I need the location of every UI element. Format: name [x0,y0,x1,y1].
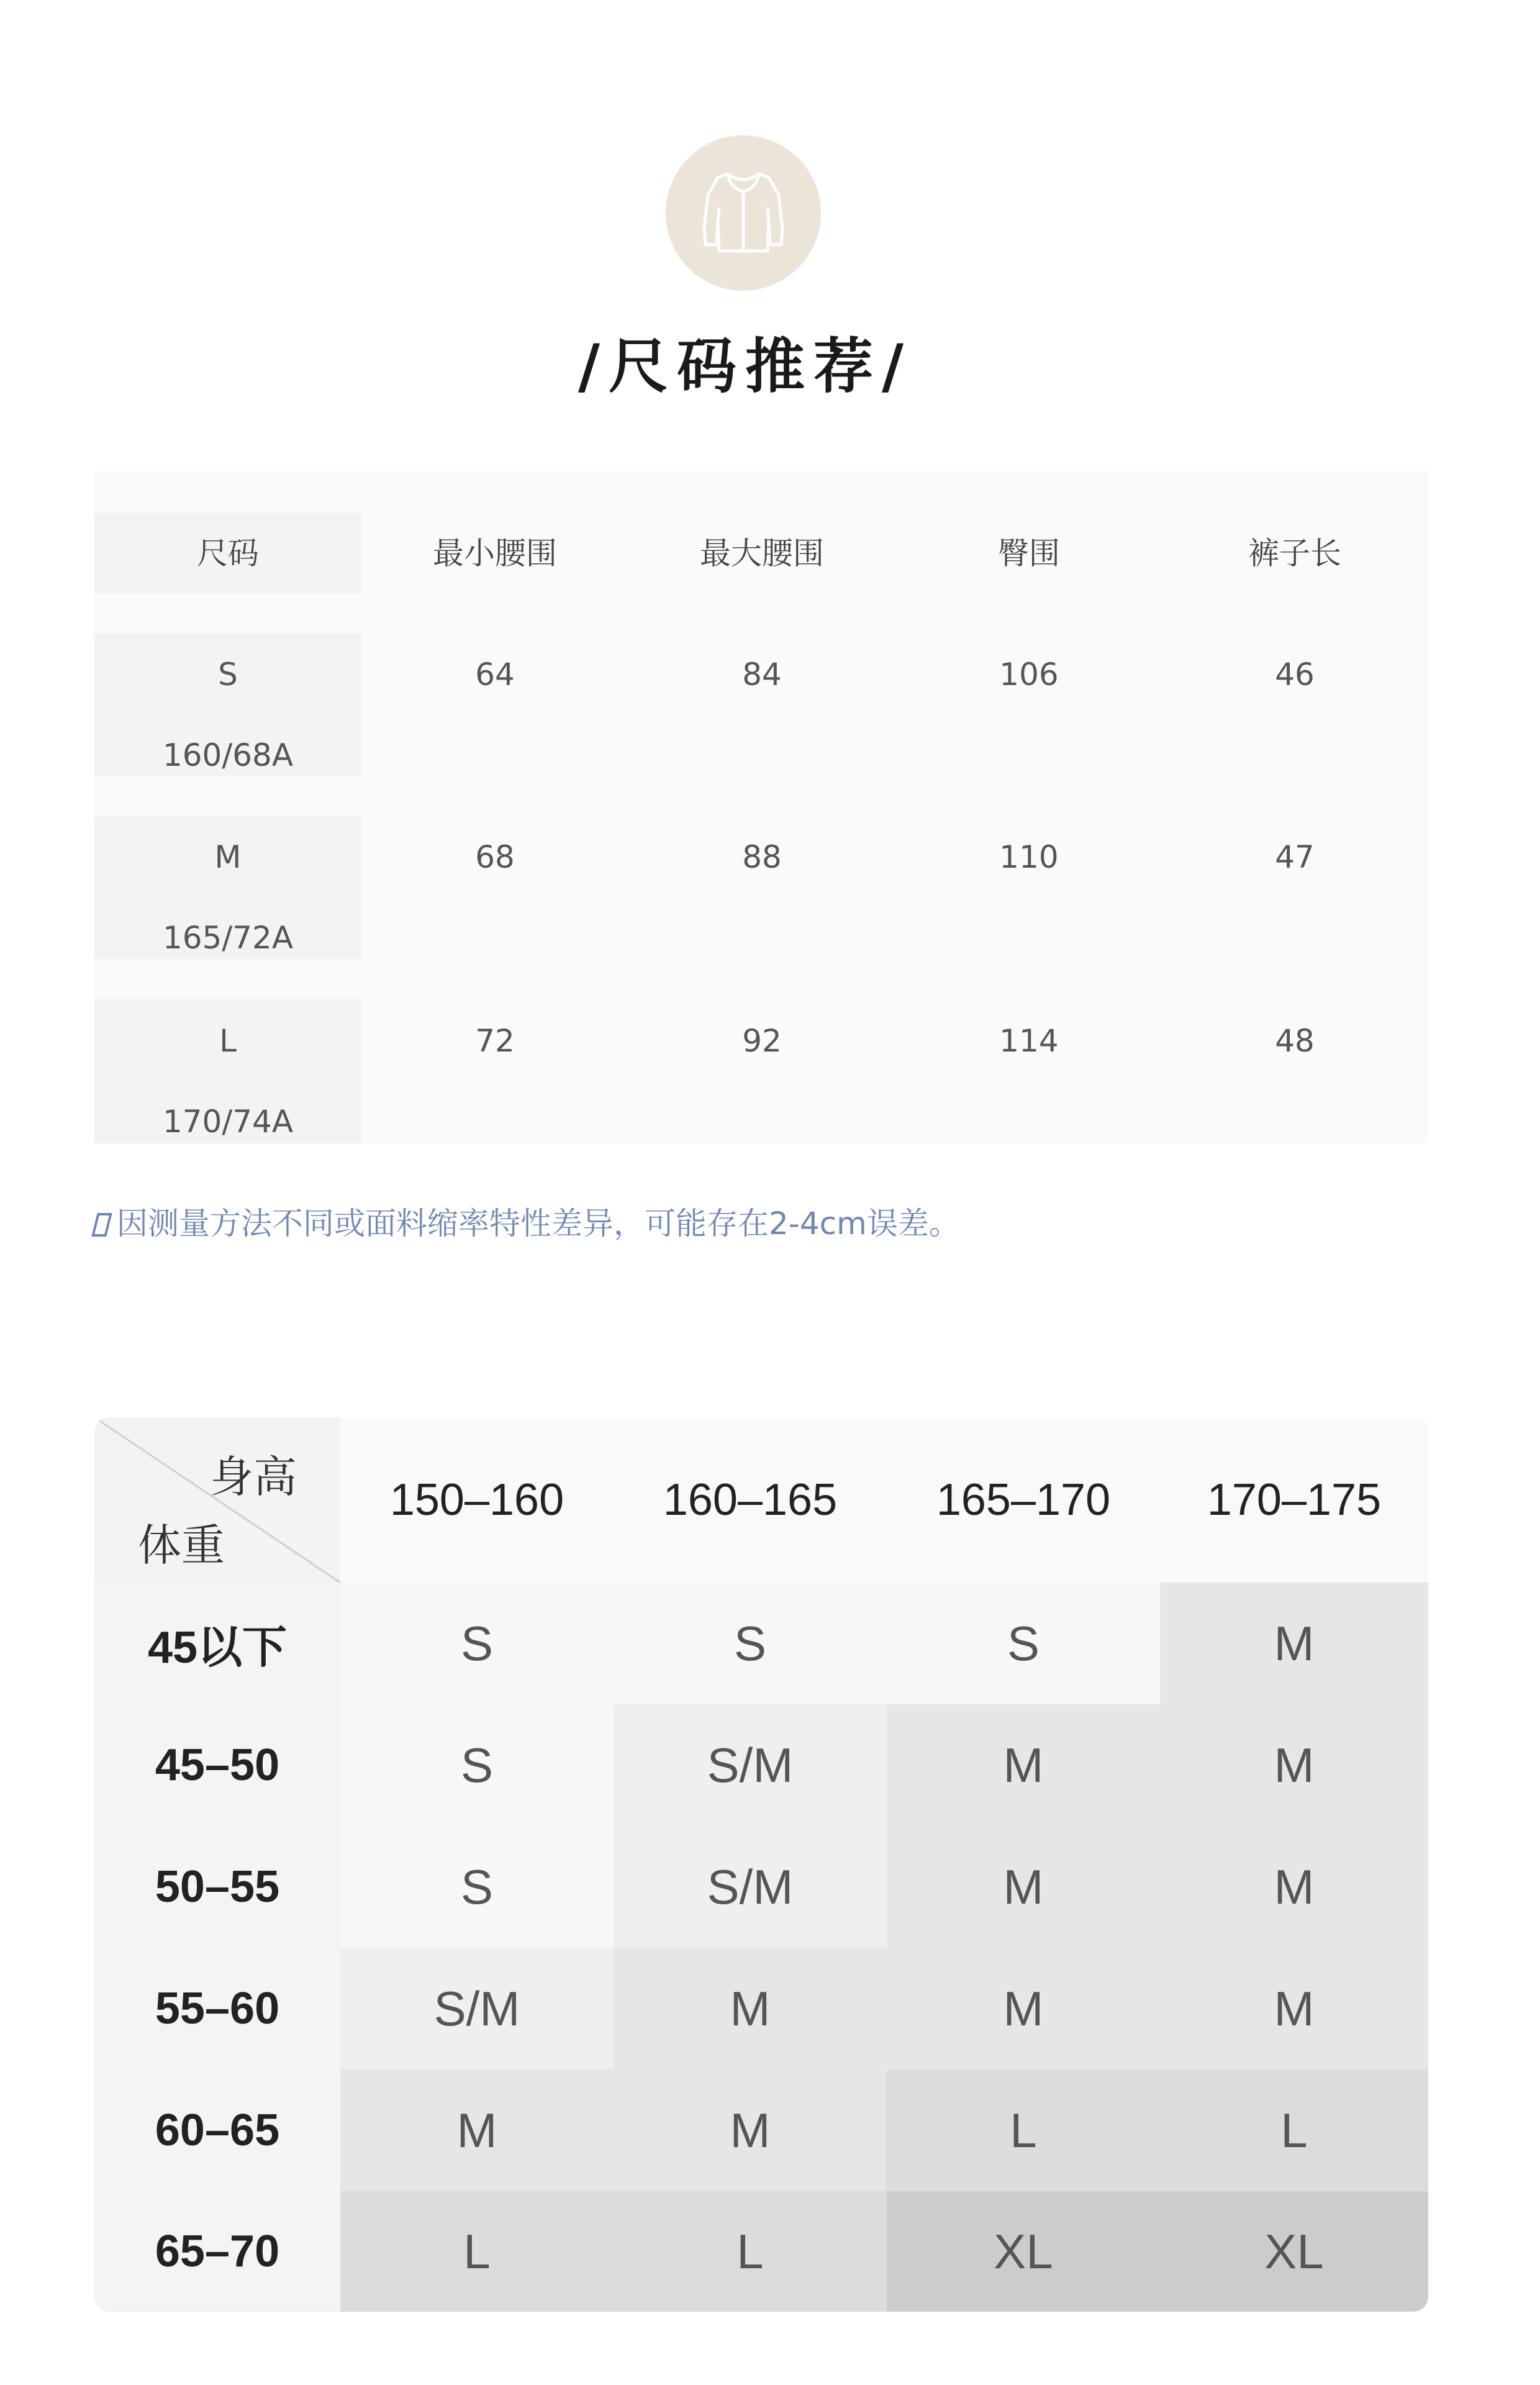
size-recommendation-grid [94,1417,1428,2312]
recommended-size-cell: M [1160,1704,1428,1826]
hip-value: 106 [999,656,1059,693]
min-waist-value: 68 [475,839,515,875]
size-label: S [218,656,238,693]
height-range-header: 160–165 [614,1417,887,1583]
weight-range-label: 60–65 [94,2069,340,2191]
recommended-size-cell: XL [1160,2191,1428,2312]
recommended-size-cell: M [614,1948,887,2069]
height-range-header: 165–170 [887,1417,1160,1583]
jacket-icon [666,135,821,291]
recommended-size-cell: L [614,2191,887,2312]
recommended-size-cell: M [887,1826,1160,1948]
height-range-header: 170–175 [1160,1417,1428,1583]
grid-corner-header [94,1417,340,1583]
recommended-size-cell: S [614,1583,887,1704]
weight-range-label: 50–55 [94,1826,340,1948]
recommended-size-cell: S/M [614,1826,887,1948]
recommended-size-cell: M [1160,1583,1428,1704]
weight-axis-label: 体重 [138,1520,225,1571]
weight-range-label: 45以下 [94,1583,340,1704]
recommended-size-cell: M [1160,1826,1428,1948]
recommended-size-cell: M [1160,1948,1428,2069]
min-waist-value: 64 [475,656,515,693]
height-axis-label: 身高 [210,1451,297,1502]
header-max-waist: 最大腰围 [700,535,824,571]
header-min-waist: 最小腰围 [433,535,557,571]
height-range-header: 150–160 [340,1417,614,1583]
recommended-size-cell: S/M [614,1704,887,1826]
page-title: /尺码推荐/ [578,332,913,401]
length-value: 47 [1275,839,1315,875]
min-waist-value: 72 [475,1023,515,1059]
size-spec: 170/74A [162,1104,294,1140]
size-spec: 165/72A [162,920,294,956]
length-value: 46 [1275,656,1315,693]
recommended-size-cell: M [614,2069,887,2191]
hip-value: 110 [999,839,1059,875]
recommended-size-cell: M [340,2069,614,2191]
max-waist-value: 84 [742,656,782,693]
max-waist-value: 92 [742,1023,782,1059]
length-value: 48 [1275,1023,1315,1059]
recommended-size-cell: M [887,1948,1160,2069]
size-label: L [219,1023,237,1059]
recommended-size-cell: S [340,1826,614,1948]
weight-range-label: 65–70 [94,2191,340,2312]
recommended-size-cell: XL [887,2191,1160,2312]
note-text: 因测量方法不同或面料缩率特性差异，可能存在2-4cm误差。 [117,1206,960,1242]
header-size: 尺码 [197,535,259,571]
max-waist-value: 88 [742,839,782,875]
size-label: M [214,839,242,875]
recommended-size-cell: S/M [340,1948,614,2069]
size-spec: 160/68A [162,737,294,773]
recommended-size-cell: L [1160,2069,1428,2191]
jacket-icon-graphic [666,135,821,291]
size-spec-table [94,471,1428,1143]
recommended-size-cell: S [887,1583,1160,1704]
header-hip: 臀围 [998,535,1060,571]
recommended-size-cell: S [340,1583,614,1704]
weight-range-label: 45–50 [94,1704,340,1826]
weight-range-label: 55–60 [94,1948,340,2069]
recommended-size-cell: L [340,2191,614,2312]
recommended-size-cell: S [340,1704,614,1826]
hip-value: 114 [999,1023,1059,1059]
recommended-size-cell: M [887,1704,1160,1826]
measurement-note [94,1205,960,1242]
header-length: 裤子长 [1248,535,1341,571]
note-marker-icon [91,1213,112,1237]
recommended-size-cell: L [887,2069,1160,2191]
